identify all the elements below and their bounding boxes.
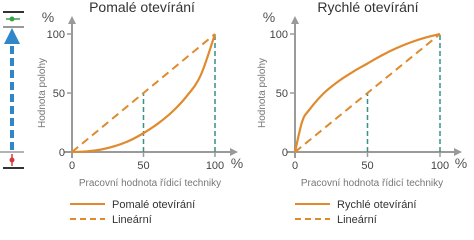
- x-tick-label: 100: [430, 160, 450, 172]
- valve-stroke-indicator-icon: [0, 12, 24, 168]
- x-tick-label: 0: [291, 160, 299, 172]
- plot-area: [270, 18, 460, 172]
- y-tick-label: 50: [275, 88, 288, 100]
- x-tick-label: 0: [68, 160, 76, 172]
- x-unit-label: %: [454, 155, 468, 171]
- legend-label-curve: Pomalé otevírání: [112, 199, 196, 211]
- chart-title: Rychlé otevírání: [317, 0, 419, 15]
- x-axis-label: Pracovní hodnota řídicí techniky: [300, 178, 444, 189]
- indicator-stroke-arrow-head: [4, 28, 20, 44]
- plot-area: [47, 18, 236, 172]
- x-axis-label: Pracovní hodnota řídicí techniky: [78, 178, 222, 189]
- y-unit-label: %: [41, 9, 55, 25]
- legend: [70, 199, 195, 225]
- x-tick-label: 100: [205, 160, 225, 172]
- legend-label-linear: Lineární: [112, 214, 152, 225]
- chart-fast-opening: [257, 0, 467, 225]
- chart-title: Pomalé otevírání: [89, 0, 195, 15]
- indicator-top-dot: [10, 17, 15, 22]
- y-unit-label: %: [262, 9, 276, 25]
- x-tick-label: 50: [361, 160, 374, 172]
- legend: [295, 199, 416, 225]
- indicator-bottom-dot: [10, 158, 15, 163]
- y-tick-label: 100: [46, 29, 65, 41]
- y-tick-label: 100: [269, 29, 288, 41]
- y-axis-label: Hodnota polohy: [257, 57, 268, 129]
- legend-label-curve: Rychlé otevírání: [337, 199, 417, 211]
- y-tick-label: 0: [281, 147, 288, 159]
- x-tick-label: 50: [137, 160, 150, 172]
- legend-label-linear: Lineární: [337, 214, 377, 225]
- x-unit-label: %: [230, 155, 244, 171]
- y-axis-label: Hodnota polohy: [37, 57, 48, 129]
- y-tick-label: 0: [58, 147, 65, 159]
- chart-slow-opening: [37, 0, 243, 225]
- y-tick-label: 50: [52, 88, 65, 100]
